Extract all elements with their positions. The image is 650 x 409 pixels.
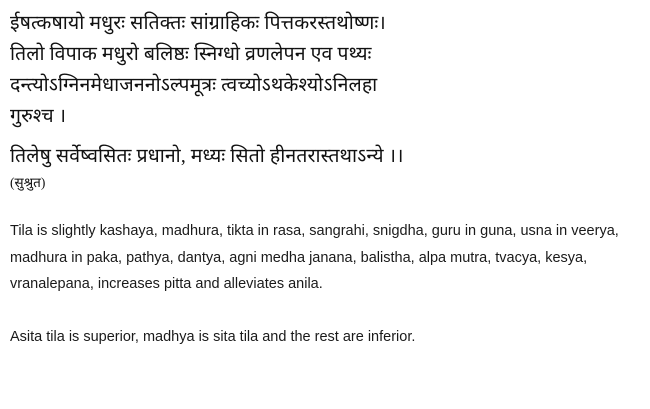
- english-paragraph: Tila is slightly kashaya, madhura, tikta in rasa, sangrahi, snigdha, guru in guna, usna in veerya, madhura in paka, pathya, dantya, agni medha janana, balistha, alpa mutra, tvacya, kesya, vranalepana, increases pitta and alleviates anila.: [10, 223, 619, 292]
- verse-attribution: (सुश्रुत): [10, 175, 46, 190]
- sanskrit-verse-line: गुरुश्च ।: [10, 106, 67, 127]
- sanskrit-verse-line: तिलेषु सर्वेष्वसितः प्रधानो, मध्यः सितो हीनतरास्तथाऽन्ये ।।: [10, 146, 404, 167]
- english-paragraph: Asita tila is superior, madhya is sita tila and the rest are inferior.: [10, 328, 416, 345]
- english-translation-block: [10, 218, 640, 350]
- sanskrit-verse-block: [10, 8, 640, 172]
- sanskrit-verse-line: ईषत्कषायो मधुरः सतिक्तः सांग्राहिकः पित्तकरस्तथोष्णः।: [10, 13, 386, 34]
- sanskrit-verse-line: दन्त्योऽग्निनमेधाजननोऽल्पमूत्रः त्वच्योऽथकेश्योऽनिलहा: [10, 75, 378, 96]
- sanskrit-verse-line: तिलो विपाक मधुरो बलिष्ठः स्निग्धो व्रणलेपन एव पथ्यः: [10, 44, 372, 65]
